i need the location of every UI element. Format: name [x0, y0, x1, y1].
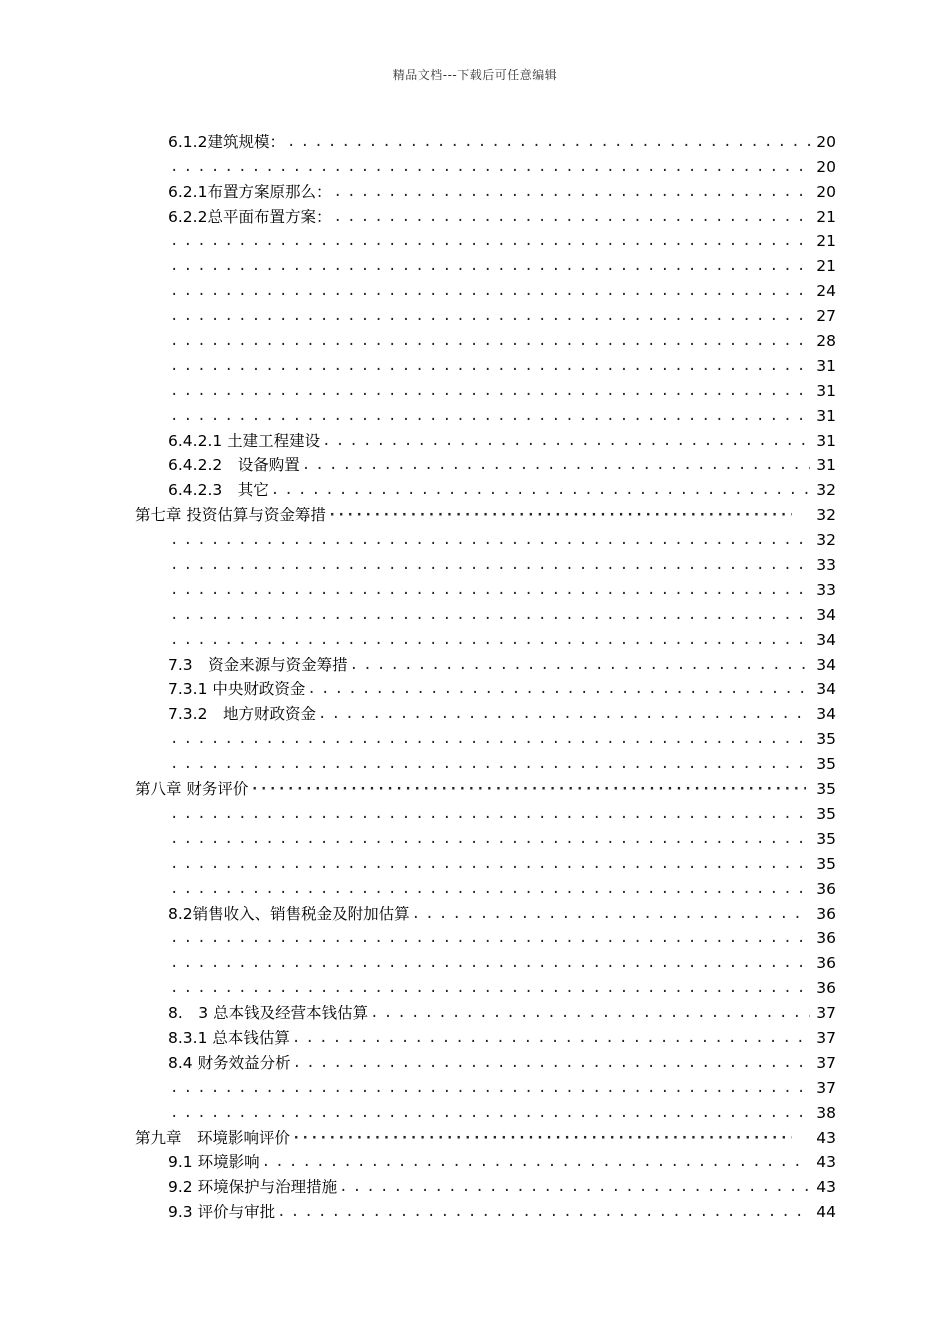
toc-entry[interactable]: [0, 1197, 950, 1222]
toc-entry-title: 8.4 财务效益分析: [168, 1053, 291, 1072]
dot-leader: [412, 904, 810, 924]
page-header: 精品文档---下载后可任意编辑: [392, 68, 558, 82]
toc-entry-title: 6.4.2.2 设备购置: [168, 456, 300, 475]
dot-leader: [370, 1003, 810, 1023]
toc-entry[interactable]: [0, 824, 950, 849]
toc-page-number: 32: [816, 481, 836, 500]
toc-chapter-entry[interactable]: [0, 500, 950, 525]
dot-leader: [170, 1103, 810, 1123]
toc-entry[interactable]: [0, 998, 950, 1023]
dot-leader: [170, 754, 810, 774]
dot-leader: [170, 854, 810, 874]
toc-entry-title: 第八章 财务评价: [135, 780, 249, 799]
toc-entry[interactable]: [0, 326, 950, 351]
toc-entry[interactable]: [0, 1048, 950, 1073]
toc-page-number: 20: [816, 157, 836, 176]
dot-leader: [333, 182, 810, 202]
toc-page-number: 34: [816, 630, 836, 649]
toc-page-number: 21: [816, 232, 836, 251]
toc-page-number: 27: [816, 307, 836, 326]
dot-leader: [262, 1152, 810, 1172]
dot-leader: [293, 1053, 810, 1073]
dot-leader: [170, 356, 810, 376]
toc-page-number: 35: [816, 730, 836, 749]
toc-page-number: 32: [816, 506, 836, 525]
dot-leader: [328, 505, 792, 525]
toc-entry[interactable]: [0, 575, 950, 600]
toc-entry[interactable]: [0, 899, 950, 924]
toc-entry-title: 6.2.1布置方案原那么：: [168, 182, 332, 201]
dot-leader: [307, 679, 810, 699]
toc-entry[interactable]: [0, 600, 950, 625]
dot-leader: [170, 978, 810, 998]
toc-entry-title: 7.3.1 中央财政资金: [168, 680, 306, 699]
dot-leader: [287, 132, 810, 152]
toc-entry-title: 9.1 环境影响: [168, 1153, 260, 1172]
dot-leader: [170, 580, 810, 600]
toc-page-number: 36: [816, 929, 836, 948]
toc-page-number: 20: [816, 182, 836, 201]
toc-page-number: 33: [816, 580, 836, 599]
toc-page-number: 36: [816, 979, 836, 998]
dot-leader: [170, 281, 810, 301]
toc-entry[interactable]: [0, 475, 950, 500]
toc-page-number: 43: [816, 1128, 836, 1147]
toc-entry-title: 9.3 评价与审批: [168, 1203, 276, 1222]
toc-chapter-entry[interactable]: [0, 774, 950, 799]
toc-page-number: 31: [816, 356, 836, 375]
toc-entry[interactable]: [0, 426, 950, 451]
dot-leader: [170, 555, 810, 575]
dot-leader: [250, 779, 806, 799]
toc-entry[interactable]: [0, 276, 950, 301]
toc-entry[interactable]: [0, 550, 950, 575]
toc-entry-title: 7.3 资金来源与资金筹措: [168, 655, 348, 674]
toc-entry[interactable]: [0, 127, 950, 152]
toc-page-number: 35: [816, 755, 836, 774]
toc-page-number: 31: [816, 381, 836, 400]
toc-page-number: 43: [816, 1153, 836, 1172]
toc-entry[interactable]: [0, 376, 950, 401]
toc-page-number: 32: [816, 531, 836, 550]
toc-entry-title: 6.2.2总平面布置方案：: [168, 207, 332, 226]
dot-leader: [318, 704, 810, 724]
toc-entry[interactable]: [0, 650, 950, 675]
dot-leader: [170, 804, 810, 824]
toc-entry[interactable]: [0, 177, 950, 202]
toc-entry-title: 第七章 投资估算与资金筹措: [135, 506, 326, 525]
dot-leader: [322, 431, 810, 451]
toc-page-number: 21: [816, 257, 836, 276]
toc-page-number: 35: [816, 804, 836, 823]
toc-page-number: 21: [816, 207, 836, 226]
toc-entry[interactable]: [0, 924, 950, 949]
dot-leader: [170, 928, 810, 948]
toc-page-number: 38: [816, 1103, 836, 1122]
toc-entry-title: 9.2 环境保护与治理措施: [168, 1178, 338, 1197]
toc-entry-title: 6.1.2建筑规模：: [168, 132, 285, 151]
toc-page-number: 33: [816, 556, 836, 575]
toc-page-number: 36: [816, 904, 836, 923]
toc-page-number: 31: [816, 406, 836, 425]
dot-leader: [339, 1177, 810, 1197]
toc-page-number: 28: [816, 332, 836, 351]
toc-entry-title: 第九章 环境影响评价: [135, 1128, 291, 1147]
dot-leader: [277, 1202, 810, 1222]
toc-page-number: 35: [816, 829, 836, 848]
toc-page-number: 24: [816, 282, 836, 301]
dot-leader: [170, 157, 810, 177]
toc-entry[interactable]: [0, 301, 950, 326]
dot-leader: [350, 655, 810, 675]
toc-entry[interactable]: [0, 799, 950, 824]
toc-page-number: 20: [816, 132, 836, 151]
toc-page-number: 31: [816, 431, 836, 450]
dot-leader: [170, 331, 810, 351]
toc-entry[interactable]: [0, 675, 950, 700]
dot-leader: [170, 953, 810, 973]
toc-entry[interactable]: [0, 451, 950, 476]
toc-page-number: 44: [816, 1203, 836, 1222]
dot-leader: [292, 1128, 792, 1148]
toc-page-number: 34: [816, 680, 836, 699]
toc-page-number: 37: [816, 1053, 836, 1072]
toc-page-number: 34: [816, 705, 836, 724]
toc-entry[interactable]: [0, 699, 950, 724]
toc-entry[interactable]: [0, 251, 950, 276]
toc-entry[interactable]: [0, 625, 950, 650]
dot-leader: [170, 231, 810, 251]
dot-leader: [170, 605, 810, 625]
dot-leader: [333, 207, 810, 227]
dot-leader: [170, 829, 810, 849]
toc-entry-title: 6.4.2.3 其它: [168, 481, 269, 500]
dot-leader: [170, 306, 810, 326]
toc-page-number: 43: [816, 1178, 836, 1197]
toc-chapter-entry[interactable]: [0, 1123, 950, 1148]
toc-entry[interactable]: [0, 849, 950, 874]
toc-page-number: 37: [816, 1028, 836, 1047]
toc-entry[interactable]: [0, 227, 950, 252]
dot-leader: [271, 480, 810, 500]
toc-entry[interactable]: [0, 749, 950, 774]
toc-entry[interactable]: [0, 1148, 950, 1173]
dot-leader: [170, 530, 810, 550]
toc-entry[interactable]: [0, 724, 950, 749]
toc-entry-title: 8. 3 总本钱及经营本钱估算: [168, 1004, 369, 1023]
toc-entry[interactable]: [0, 1172, 950, 1197]
dot-leader: [170, 256, 810, 276]
toc-entry[interactable]: [0, 401, 950, 426]
toc-entry-title: 6.4.2.1 土建工程建设: [168, 431, 321, 450]
table-of-contents: [0, 127, 950, 1222]
toc-entry[interactable]: [0, 874, 950, 899]
dot-leader: [170, 729, 810, 749]
toc-entry[interactable]: [0, 973, 950, 998]
toc-page-number: 35: [816, 780, 836, 799]
dot-leader: [170, 406, 810, 426]
toc-page-number: 35: [816, 854, 836, 873]
toc-page-number: 36: [816, 879, 836, 898]
dot-leader: [170, 630, 810, 650]
toc-entry[interactable]: [0, 1098, 950, 1123]
dot-leader: [292, 1028, 810, 1048]
toc-page-number: 37: [816, 1004, 836, 1023]
toc-entry[interactable]: [0, 202, 950, 227]
dot-leader: [170, 1078, 810, 1098]
toc-page-number: 37: [816, 1078, 836, 1097]
toc-entry-title: 8.3.1 总本钱估算: [168, 1028, 290, 1047]
toc-page-number: 31: [816, 456, 836, 475]
dot-leader: [170, 381, 810, 401]
toc-entry-title: 7.3.2 地方财政资金: [168, 705, 316, 724]
toc-entry[interactable]: [0, 351, 950, 376]
toc-page-number: 34: [816, 605, 836, 624]
toc-entry[interactable]: [0, 1023, 950, 1048]
toc-entry[interactable]: [0, 1073, 950, 1098]
toc-entry[interactable]: [0, 525, 950, 550]
toc-entry-title: 8.2销售收入、销售税金及附加估算: [168, 904, 410, 923]
toc-page-number: 36: [816, 954, 836, 973]
toc-entry[interactable]: [0, 152, 950, 177]
dot-leader: [170, 879, 810, 899]
toc-page-number: 34: [816, 655, 836, 674]
toc-entry[interactable]: [0, 948, 950, 973]
dot-leader: [302, 455, 810, 475]
